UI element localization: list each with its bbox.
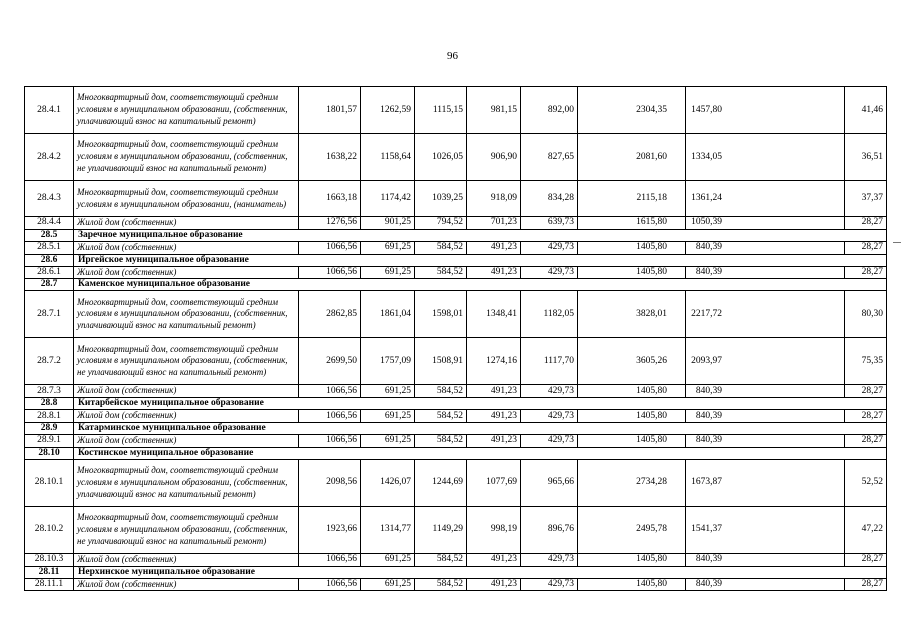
value-cell: 701,23 (467, 217, 521, 230)
section-code: 28.5 (25, 229, 74, 241)
row-description: Жилой дом (собственник) (74, 553, 299, 566)
row-description: Многоквартирный дом, соответствующий средним условиям в муниципальном образовании, (собственник, не уплачивающий взнос на капитальный ремонт) (74, 338, 299, 385)
value-cell: 2734,28 (578, 459, 686, 506)
value-cell: 1405,80 (578, 241, 686, 254)
value-cell: 1077,69 (467, 459, 521, 506)
value-cell: 584,52 (415, 553, 467, 566)
table-row (25, 434, 887, 447)
row-description: Многоквартирный дом, соответствующий средним условиям в муниципальном образовании, (собственник, уплачивающий взнос на капитальный ремонт) (74, 87, 299, 134)
value-cell: 2217,72 (686, 291, 845, 338)
value-cell: 1262,59 (361, 87, 415, 134)
value-cell: 1426,07 (361, 459, 415, 506)
row-code: 28.11.1 (25, 578, 74, 591)
value-cell: 584,52 (415, 410, 467, 423)
value-cell: 892,00 (521, 87, 578, 134)
value-cell: 691,25 (361, 266, 415, 279)
row-description: Жилой дом (собственник) (74, 217, 299, 230)
row-code: 28.7.2 (25, 338, 74, 385)
row-description: Жилой дом (собственник) (74, 410, 299, 423)
page-number: 96 (447, 50, 458, 62)
section-name: Костинское муниципальное образование (74, 447, 887, 459)
section-row (25, 229, 887, 241)
value-cell: 1026,05 (415, 134, 467, 181)
value-cell: 1673,87 (686, 459, 845, 506)
value-cell: 491,23 (467, 385, 521, 398)
value-cell: 28,27 (845, 410, 887, 423)
value-cell: 429,73 (521, 385, 578, 398)
section-row (25, 279, 887, 291)
value-cell: 491,23 (467, 434, 521, 447)
value-cell: 28,27 (845, 217, 887, 230)
value-cell: 691,25 (361, 553, 415, 566)
value-cell: 2699,50 (299, 338, 361, 385)
value-cell: 1314,77 (361, 506, 415, 553)
value-cell: 28,27 (845, 241, 887, 254)
value-cell: 840,39 (686, 434, 845, 447)
value-cell: 840,39 (686, 410, 845, 423)
row-code: 28.5.1 (25, 241, 74, 254)
section-name: Нерхинское муниципальное образование (74, 566, 887, 578)
value-cell: 691,25 (361, 241, 415, 254)
value-cell: 2115,18 (578, 181, 686, 217)
value-cell: 1405,80 (578, 434, 686, 447)
value-cell: 41,46 (845, 87, 887, 134)
value-cell: 840,39 (686, 241, 845, 254)
value-cell: 2093,97 (686, 338, 845, 385)
value-cell: 1174,42 (361, 181, 415, 217)
value-cell: 1638,22 (299, 134, 361, 181)
value-cell: 1066,56 (299, 553, 361, 566)
value-cell: 1066,56 (299, 385, 361, 398)
value-cell: 2862,85 (299, 291, 361, 338)
section-row (25, 566, 887, 578)
value-cell: 840,39 (686, 385, 845, 398)
value-cell: 429,73 (521, 241, 578, 254)
table-row (25, 291, 887, 338)
value-cell: 1115,15 (415, 87, 467, 134)
value-cell: 1457,80 (686, 87, 845, 134)
value-cell: 840,39 (686, 578, 845, 591)
value-cell: 1598,01 (415, 291, 467, 338)
value-cell: 1541,37 (686, 506, 845, 553)
table-row (25, 553, 887, 566)
value-cell: 491,23 (467, 266, 521, 279)
tariff-table (24, 86, 887, 591)
row-description: Многоквартирный дом, соответствующий средним условиям в муниципальном образовании, (собственник, не уплачивающий взнос на капитальный ремонт) (74, 506, 299, 553)
value-cell: 429,73 (521, 410, 578, 423)
value-cell: 1039,25 (415, 181, 467, 217)
value-cell: 2098,56 (299, 459, 361, 506)
value-cell: 3828,01 (578, 291, 686, 338)
value-cell: 794,52 (415, 217, 467, 230)
value-cell: 28,27 (845, 385, 887, 398)
value-cell: 75,35 (845, 338, 887, 385)
row-code: 28.4.1 (25, 87, 74, 134)
value-cell: 491,23 (467, 578, 521, 591)
row-code: 28.10.2 (25, 506, 74, 553)
section-row (25, 447, 887, 459)
section-name: Иргейское муниципальное образование (74, 254, 887, 266)
value-cell: 1066,56 (299, 434, 361, 447)
value-cell: 1405,80 (578, 410, 686, 423)
table-row (25, 506, 887, 553)
section-row (25, 254, 887, 266)
value-cell: 827,65 (521, 134, 578, 181)
section-code: 28.9 (25, 422, 74, 434)
value-cell: 901,25 (361, 217, 415, 230)
value-cell: 429,73 (521, 266, 578, 279)
value-cell: 491,23 (467, 553, 521, 566)
value-cell: 37,37 (845, 181, 887, 217)
row-code: 28.7.1 (25, 291, 74, 338)
value-cell: 1334,05 (686, 134, 845, 181)
value-cell: 1405,80 (578, 553, 686, 566)
section-code: 28.11 (25, 566, 74, 578)
table-row (25, 181, 887, 217)
section-row (25, 422, 887, 434)
value-cell: 52,52 (845, 459, 887, 506)
value-cell: 584,52 (415, 241, 467, 254)
value-cell: 1663,18 (299, 181, 361, 217)
row-description: Жилой дом (собственник) (74, 385, 299, 398)
row-code: 28.4.2 (25, 134, 74, 181)
value-cell: 896,76 (521, 506, 578, 553)
table-row (25, 217, 887, 230)
section-code: 28.7 (25, 279, 74, 291)
table-row (25, 87, 887, 134)
value-cell: 1405,80 (578, 266, 686, 279)
section-code: 28.10 (25, 447, 74, 459)
row-description: Многоквартирный дом, соответствующий средним условиям в муниципальном образовании, (собственник, уплачивающий взнос на капитальный ремонт) (74, 291, 299, 338)
value-cell: 28,27 (845, 266, 887, 279)
value-cell: 584,52 (415, 266, 467, 279)
value-cell: 691,25 (361, 578, 415, 591)
table-row (25, 338, 887, 385)
row-description: Жилой дом (собственник) (74, 434, 299, 447)
table-row (25, 410, 887, 423)
value-cell: 491,23 (467, 410, 521, 423)
section-name: Катарминское муниципальное образование (74, 422, 887, 434)
value-cell: 47,22 (845, 506, 887, 553)
row-description: Жилой дом (собственник) (74, 578, 299, 591)
value-cell: 691,25 (361, 434, 415, 447)
value-cell: 1861,04 (361, 291, 415, 338)
value-cell: 1158,64 (361, 134, 415, 181)
value-cell: 1923,66 (299, 506, 361, 553)
table-body (25, 87, 887, 591)
value-cell: 1405,80 (578, 578, 686, 591)
row-description: Многоквартирный дом, соответствующий средним условиям в муниципальном образовании, (наниматель) (74, 181, 299, 217)
value-cell: 1066,56 (299, 410, 361, 423)
row-code: 28.4.3 (25, 181, 74, 217)
section-name: Заречное муниципальное образование (74, 229, 887, 241)
value-cell: 80,30 (845, 291, 887, 338)
row-description: Многоквартирный дом, соответствующий средним условиям в муниципальном образовании, (собственник, не уплачивающий взнос на капитальный ремонт) (74, 134, 299, 181)
value-cell: 36,51 (845, 134, 887, 181)
row-code: 28.4.4 (25, 217, 74, 230)
value-cell: 1182,05 (521, 291, 578, 338)
row-description: Многоквартирный дом, соответствующий средним условиям в муниципальном образовании, (собственник, уплачивающий взнос на капитальный ремонт) (74, 459, 299, 506)
value-cell: 429,73 (521, 434, 578, 447)
table-row (25, 459, 887, 506)
value-cell: 691,25 (361, 410, 415, 423)
value-cell: 584,52 (415, 434, 467, 447)
section-name: Каменское муниципальное образование (74, 279, 887, 291)
value-cell: 1348,41 (467, 291, 521, 338)
value-cell: 998,19 (467, 506, 521, 553)
value-cell: 639,73 (521, 217, 578, 230)
value-cell: 28,27 (845, 434, 887, 447)
row-code: 28.6.1 (25, 266, 74, 279)
value-cell: 1117,70 (521, 338, 578, 385)
value-cell: 1615,80 (578, 217, 686, 230)
value-cell: 1244,69 (415, 459, 467, 506)
value-cell: 1066,56 (299, 578, 361, 591)
section-row (25, 398, 887, 410)
value-cell: 918,09 (467, 181, 521, 217)
value-cell: 834,28 (521, 181, 578, 217)
section-code: 28.8 (25, 398, 74, 410)
value-cell: 1066,56 (299, 241, 361, 254)
value-cell: 2081,60 (578, 134, 686, 181)
value-cell: 2495,78 (578, 506, 686, 553)
value-cell: 1149,29 (415, 506, 467, 553)
table-row (25, 266, 887, 279)
value-cell: 1757,09 (361, 338, 415, 385)
value-cell: 840,39 (686, 266, 845, 279)
value-cell: 1405,80 (578, 385, 686, 398)
value-cell: 429,73 (521, 578, 578, 591)
row-code: 28.10.3 (25, 553, 74, 566)
value-cell: 28,27 (845, 578, 887, 591)
table-row (25, 241, 887, 254)
row-code: 28.10.1 (25, 459, 74, 506)
value-cell: 1066,56 (299, 266, 361, 279)
value-cell: 906,90 (467, 134, 521, 181)
value-cell: 491,23 (467, 241, 521, 254)
value-cell: 584,52 (415, 385, 467, 398)
value-cell: 28,27 (845, 553, 887, 566)
row-code: 28.9.1 (25, 434, 74, 447)
section-code: 28.6 (25, 254, 74, 266)
table-row (25, 578, 887, 591)
value-cell: 3605,26 (578, 338, 686, 385)
edge-mark (893, 242, 901, 243)
value-cell: 1050,39 (686, 217, 845, 230)
value-cell: 691,25 (361, 385, 415, 398)
value-cell: 2304,35 (578, 87, 686, 134)
row-code: 28.8.1 (25, 410, 74, 423)
value-cell: 840,39 (686, 553, 845, 566)
value-cell: 1801,57 (299, 87, 361, 134)
table-row (25, 134, 887, 181)
value-cell: 981,15 (467, 87, 521, 134)
value-cell: 1361,24 (686, 181, 845, 217)
value-cell: 1274,16 (467, 338, 521, 385)
value-cell: 1276,56 (299, 217, 361, 230)
value-cell: 1508,91 (415, 338, 467, 385)
row-description: Жилой дом (собственник) (74, 241, 299, 254)
row-code: 28.7.3 (25, 385, 74, 398)
value-cell: 584,52 (415, 578, 467, 591)
row-description: Жилой дом (собственник) (74, 266, 299, 279)
table-row (25, 385, 887, 398)
value-cell: 429,73 (521, 553, 578, 566)
section-name: Китарбейское муниципальное образование (74, 398, 887, 410)
value-cell: 965,66 (521, 459, 578, 506)
